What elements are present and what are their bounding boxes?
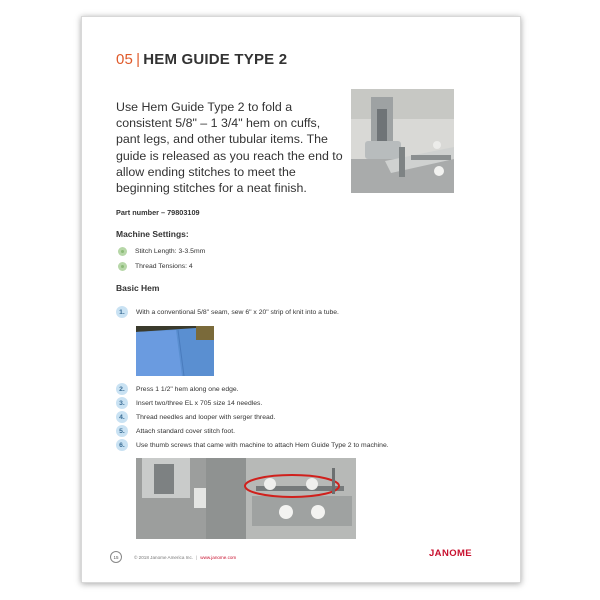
knit-tube-photo (136, 326, 214, 376)
document-page (81, 16, 521, 583)
basic-hem-heading: Basic Hem (116, 283, 160, 293)
step-number: 1. (116, 306, 128, 318)
page-number: 15 (110, 551, 122, 563)
settings-item-text: Stitch Length: 3-3.5mm (135, 248, 206, 255)
step-item (116, 439, 389, 451)
page-title (116, 51, 287, 68)
title-divider: | (136, 51, 141, 68)
step-text: Press 1 1/2" hem along one edge. (136, 385, 239, 393)
bullet-icon (118, 247, 127, 256)
step-item (116, 306, 339, 318)
hem-guide-photo (351, 89, 454, 193)
footer-separator: | (196, 554, 198, 560)
step-number: 5. (116, 425, 128, 437)
step-number: 2. (116, 383, 128, 395)
section-title: HEM GUIDE TYPE 2 (143, 51, 288, 68)
step-item (116, 383, 239, 395)
step-item (116, 397, 262, 409)
settings-item (118, 247, 205, 256)
step-number: 3. (116, 397, 128, 409)
machine-settings-heading: Machine Settings: (116, 229, 189, 239)
website-link[interactable]: www.janome.com (200, 554, 237, 560)
step-item (116, 411, 275, 423)
step-text: Thread needles and looper with serger thread. (136, 413, 276, 421)
step-text: Attach standard cover stitch foot. (136, 427, 235, 435)
step-text: Insert two/three EL x 705 size 14 needles. (136, 399, 263, 407)
janome-logo: JANOME (429, 548, 473, 559)
bullet-icon (118, 262, 127, 271)
step-text: Use thumb screws that came with machine to attach Hem Guide Type 2 to machine. (136, 441, 389, 449)
step-text: With a conventional 5/8" seam, sew 6" x 20" strip of knit into a tube. (136, 308, 339, 316)
step-number: 4. (116, 411, 128, 423)
part-number: Part number – 79803109 (116, 208, 200, 217)
settings-item (118, 262, 193, 271)
step-number: 6. (116, 439, 128, 451)
settings-item-text: Thread Tensions: 4 (135, 263, 193, 270)
page-footer (110, 551, 236, 563)
copyright-text: © 2018 Janome America Inc. (134, 554, 194, 560)
step-item (116, 425, 235, 437)
intro-paragraph: Use Hem Guide Type 2 to fold a consistent 5/8" – 1 3/4" hem on cuffs, pant legs, and other tubular items. The guide is released as you reach the end to allow ending stitches to meet the beginning stitches for a neat finish. (116, 100, 343, 196)
guide-attached-photo (136, 458, 356, 539)
section-number: 05 (116, 51, 134, 68)
